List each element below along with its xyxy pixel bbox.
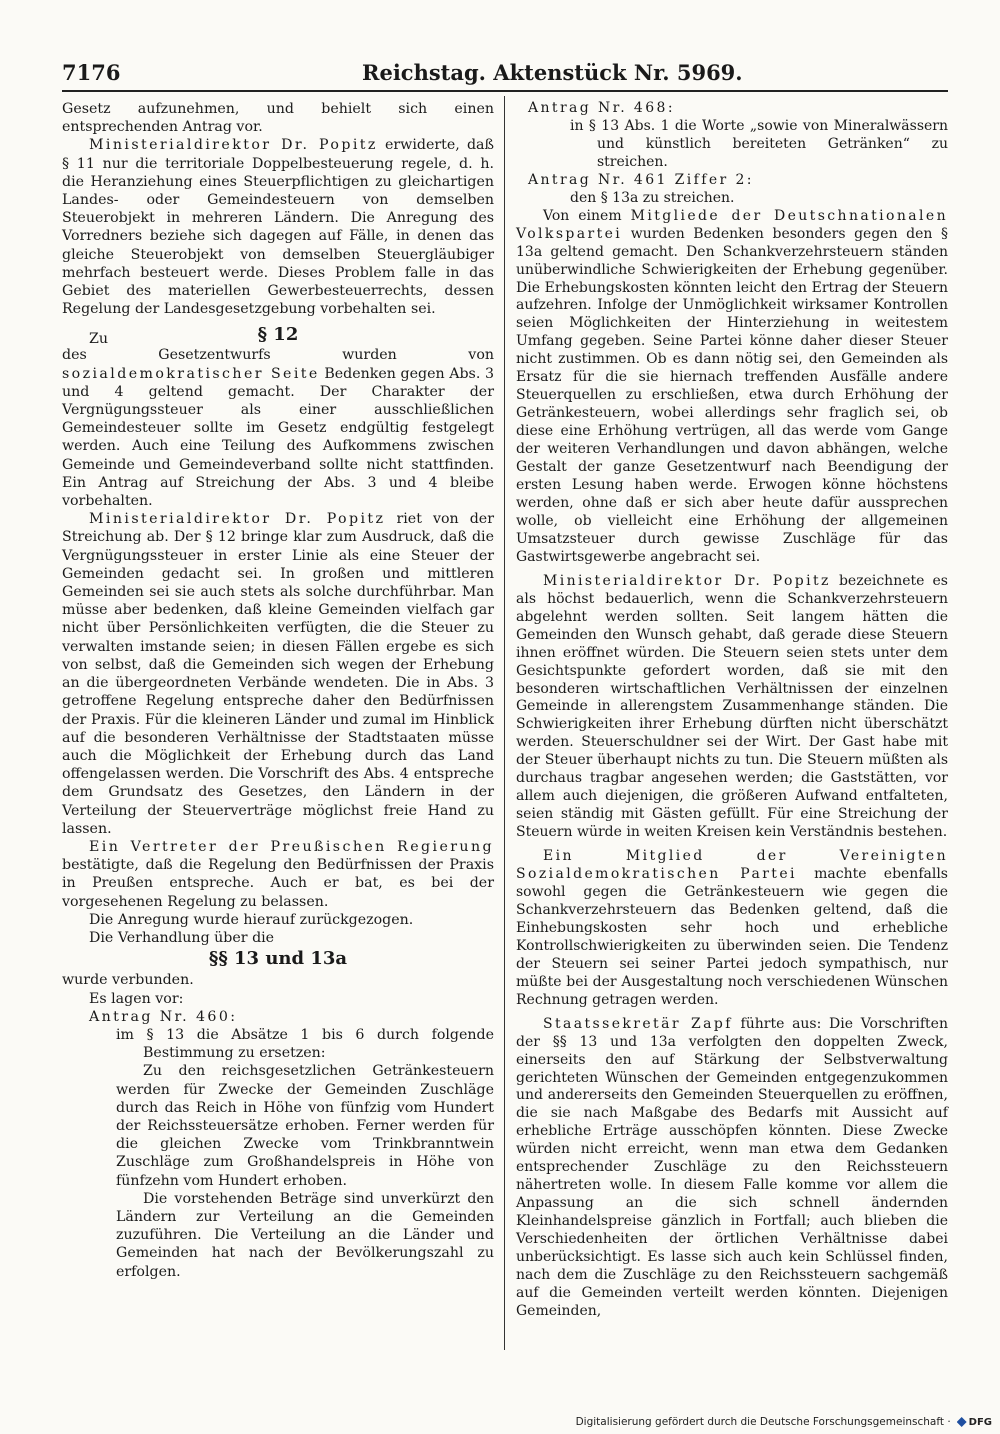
section-heading: §§ 13 und 13a <box>208 948 348 970</box>
paragraph-text: des Gesetzentwurfs wurden von <box>62 347 494 364</box>
page-header <box>62 56 948 92</box>
paragraph-text: bezeichnete es als höchst bedauerlich, wenn die Schankverzehrsteuern abgelehnt werden sollten. Seit langem hätten die Gemeinden den Wunsch gehabt, daß gerade diese Steuern ihnen eröffnet würden. Die Steuern seien stets unter dem Gesichtspunkte gefordert worden, daß sie mit den besonderen wirtschaftlichen Verhältnissen der einzelnen Gemeinde in allerengstem Zusammenhange ständen. Die Schwierigkeiten ihrer Erhebung dürften nicht überschätzt werden. Steuerschuldner sei der Wirt. Der Gast habe mit der Steuer überhaupt nichts zu tun. Die Steuern müßten als durchaus tragbar angesehen werden; die Gaststätten, vor allem auch diejenigen, die größeren Aufwand entfalteten, seien ständig mit Gästen gefüllt. Für eine Streichung der Steuern würde in weiten Kreisen kein Verständnis bestehen. <box>516 572 948 841</box>
paragraph-text: erwiderte, daß § 11 nur die territoriale Doppelbesteuerung regele, d. h. die Heranziehung eines Steuerpflichtigen zu gleichartigen Landes- oder Gemeindesteuern von demselben Steuerobjekt in mehreren Ländern. Die Anregung des Vorredners beziehe sich dagegen auf Fälle, in denen das gleiche Steuerobjekt von demselben Steuergläubiger mehrfach besteuert werde. Dieses Problem falle in das Gebiet des materiellen Gewerbesteuerrechts, dessen Regelung der Landesgesetzgebung vorbehalten sei. <box>62 137 494 318</box>
paragraph: Die Anregung wurde hierauf zurückgezogen. <box>89 911 414 928</box>
running-title: Reichstag. Aktenstück Nr. 5969. <box>362 60 743 85</box>
digitization-footer <box>576 1416 992 1428</box>
paragraph <box>516 848 948 1010</box>
right-column <box>516 100 948 1321</box>
column-divider <box>504 96 505 1350</box>
paragraph: Gesetz aufzunehmen, und behielt sich einen entsprechenden Antrag vor. <box>62 101 494 136</box>
dfg-logo-text: DFG <box>968 1416 992 1428</box>
footer-text: Digitalisierung gefördert durch die Deutsche Forschungsgemeinschaft · <box>575 1416 951 1428</box>
paragraph <box>516 1016 948 1321</box>
speaker: Ein Mitglied der Vereinigten Sozialdemokratischen Partei <box>516 848 948 883</box>
dfg-logo <box>957 1417 992 1428</box>
left-column <box>62 100 494 1281</box>
speaker: Ein Vertreter der Preußischen Regierung <box>89 838 494 855</box>
paragraph <box>516 573 948 842</box>
paragraph-text: bestätigte, daß die Regelung den Bedürfnissen der Praxis in Preußen entspreche. Auch er bat, es bei der vorgesehenen Regelung zu belassen. <box>62 857 494 910</box>
paragraph <box>516 208 948 567</box>
paragraph <box>62 346 494 510</box>
spaced-text: Mitgliede der Deutschnationalen Volkspartei <box>516 207 948 242</box>
paragraph: Die Verhandlung über die <box>89 929 275 946</box>
paragraph-text: wurden Bedenken besonders gegen den § 13a geltend gemacht. Den Schankverzehrsteuern ständen unüberwindliche Schwierigkeiten der Erhebung gegenüber. Die Erhebungskosten könnten leicht den Ertrag der Steuern aufzehren. Infolge der Unmöglichkeit wirksamer Kontrollen seien Möglichkeiten der Hinterziehung in weitestem Umfang gegeben. Seine Partei könne daher dieser Steuer nicht zustimmen. Ob es dann nötig sei, den Gemeinden als Ersatz für die sie hiernach treffenden Ausfälle andere Steuerquellen zu erschließen, etwa durch Erhöhung der Getränkesteuern, wobei allerdings sehr fraglich sei, ob diese eine Erhöhung vertrügen, all das werde vom Gange der weiteren Verhandlungen und davon abhängen, welche Gestalt der ganze Gesetzentwurf nach Beendigung der ersten Lesung haben werde. Erwogen könne höchstens werden, ohne daß er sich aber heute dafür aussprechen wolle, ob vielleicht eine Erhöhung der allgemeinen Umsatzsteuer durch gewisse Zuschläge für das Gastwirtsgewerbe angebracht sei. <box>516 225 948 565</box>
antrag-heading: Antrag Nr. 461 Ziffer 2: <box>528 171 754 188</box>
section-heading: § 12 <box>257 324 299 346</box>
paragraph-text: führte aus: Die Vorschriften der §§ 13 und 13a verfolgten den doppelten Zweck, einerseits den auf Stärkung der Selbstverwaltung gerichteten Wünschen der Gemeinden entgegenzukommen und andererseits den Gemeinden Steuerquellen zu eröffnen, die sie nach Maßgabe des Bedarfs mit Aussicht auf erhebliche Erträge ausschöpfen könnten. Diese Zwecke würden nicht erreicht, wenn man etwa dem Gedanken entsprechender Zuschläge zu den Reichssteuern nähertreten wolle. In diesem Falle komme vor allem die Anpassung an die sich schnell ändernden Kleinhandelspreise gänzlich in Fortfall; auch blieben die Verschiedenheiten der örtlichen Verhältnisse dabei unberücksichtigt. Es lasse sich auch kein Schlüssel finden, nach dem die Zuschläge zu den Reichssteuern sachgemäß auf die Gemeinden verteilt werden könnten. Diejenigen Gemeinden, <box>516 1015 948 1319</box>
paragraph-text: Bedenken gegen Abs. 3 und 4 geltend gemacht. Der Charakter der Vergnügungssteuer als einer ausschließlichen Gemeindesteuer sollte im Gesetz endgültig festgelegt werden. Auch eine Teilung des Aufkommens zwischen Gemeinde und Gemeindeverband sollte nicht stattfinden. Ein Antrag auf Streichung der Abs. 3 und 4 bleibe vorbehalten. <box>62 365 494 510</box>
speaker: Staatssekretär Zapf <box>543 1015 733 1032</box>
quoted-provision <box>62 1062 494 1280</box>
antrag-heading: Antrag Nr. 460: <box>89 1008 238 1025</box>
antrag-text: den § 13a zu streichen. <box>570 189 735 206</box>
quote-paragraph: Zu den reichsgesetzlichen Getränkesteuern werden für Zwecke der Gemeinden Zuschläge durch das Reich in Höhe von fünfzig vom Hundert der Reichssteuersätze erhoben. Ferner werden für die gleichen Zwecke vom Trinkbranntwein Zuschläge zum Großhandelspreis in Höhe von fünfzehn vom Hundert erhoben. <box>116 1063 494 1189</box>
zu-label: Zu <box>89 331 108 348</box>
speaker: Ministerialdirektor Dr. Popitz <box>543 572 831 589</box>
section-heading-line <box>62 324 494 346</box>
antrag-heading: Antrag Nr. 468: <box>528 100 675 116</box>
paragraph: Es lagen vor: <box>89 990 184 1007</box>
paragraph <box>62 838 494 911</box>
paragraph-text: riet von der Streichung ab. Der § 12 bringe klar zum Ausdruck, daß die Vergnügungssteuer in erster Linie als eine Steuer der Gemeinden gedacht sei. In großen und mittleren Gemeinden sei sie auch stets als solche durchführbar. Man müsse aber bedenken, daß kleine Gemeinden vielfach gar nicht über Persönlichkeiten verfügten, die die Steuer zu verwalten imstande seien; in diesen Fällen ergebe es sich von selbst, daß die Gemeinden sich wegen der Erhebung an die übergeordneten Verbände wendeten. Die in Abs. 3 getroffene Regelung entspreche daher den Bedürfnissen der Praxis. Für die kleineren Länder und zumal im Hinblick auf die besonderen Verhältnisse der Stadtstaaten müsse auch die Möglichkeit der Erhebung durch das Land offengelassen werden. Die Vorschrift des Abs. 4 entspreche dem Grundsatz des Gesetzes, den Ländern in der Verteilung der Steuerverträge möglichst freie Hand zu lassen. <box>62 511 494 837</box>
quote-paragraph: Die vorstehenden Beträge sind unverkürzt den Ländern zur Verteilung an die Gemeinden zuzuführen. Die Verteilung an die Länder und Gemeinden hat nach der Bevölkerungszahl zu erfolgen. <box>116 1190 494 1280</box>
antrag-text: in § 13 Abs. 1 die Worte „sowie von Mineralwässern und künstlich bereiteten Getränken“ zu streichen. <box>570 117 948 170</box>
paragraph <box>62 136 494 318</box>
dfg-logo-icon <box>957 1417 967 1427</box>
paragraph-text: machte ebenfalls sowohl gegen die Getränkesteuern wie gegen die Schankverzehrsteuern das Bedenken geltend, daß die Einhebungskosten sehr hoch und erhebliche Kontrollschwierigkeiten zu überwinden seien. Die Tendenz der Steuern sei seiner Partei jedoch sympathisch, nur müßte bei der Ausgestaltung noch verschiedenen Wünschen Rechnung getragen werden. <box>516 866 948 1008</box>
spaced-text: sozialdemokratischer Seite <box>62 365 320 382</box>
page-number: 7176 <box>62 60 121 85</box>
paragraph: wurde verbunden. <box>62 972 194 989</box>
antrag-text: im § 13 die Absätze 1 bis 6 durch folgende Bestimmung zu ersetzen: <box>116 1026 494 1062</box>
paragraph-text: Von einem <box>543 207 622 224</box>
speaker: Ministerialdirektor Dr. Popitz <box>89 511 386 528</box>
paragraph <box>62 510 494 838</box>
speaker: Ministerialdirektor Dr. Popitz <box>89 137 378 154</box>
